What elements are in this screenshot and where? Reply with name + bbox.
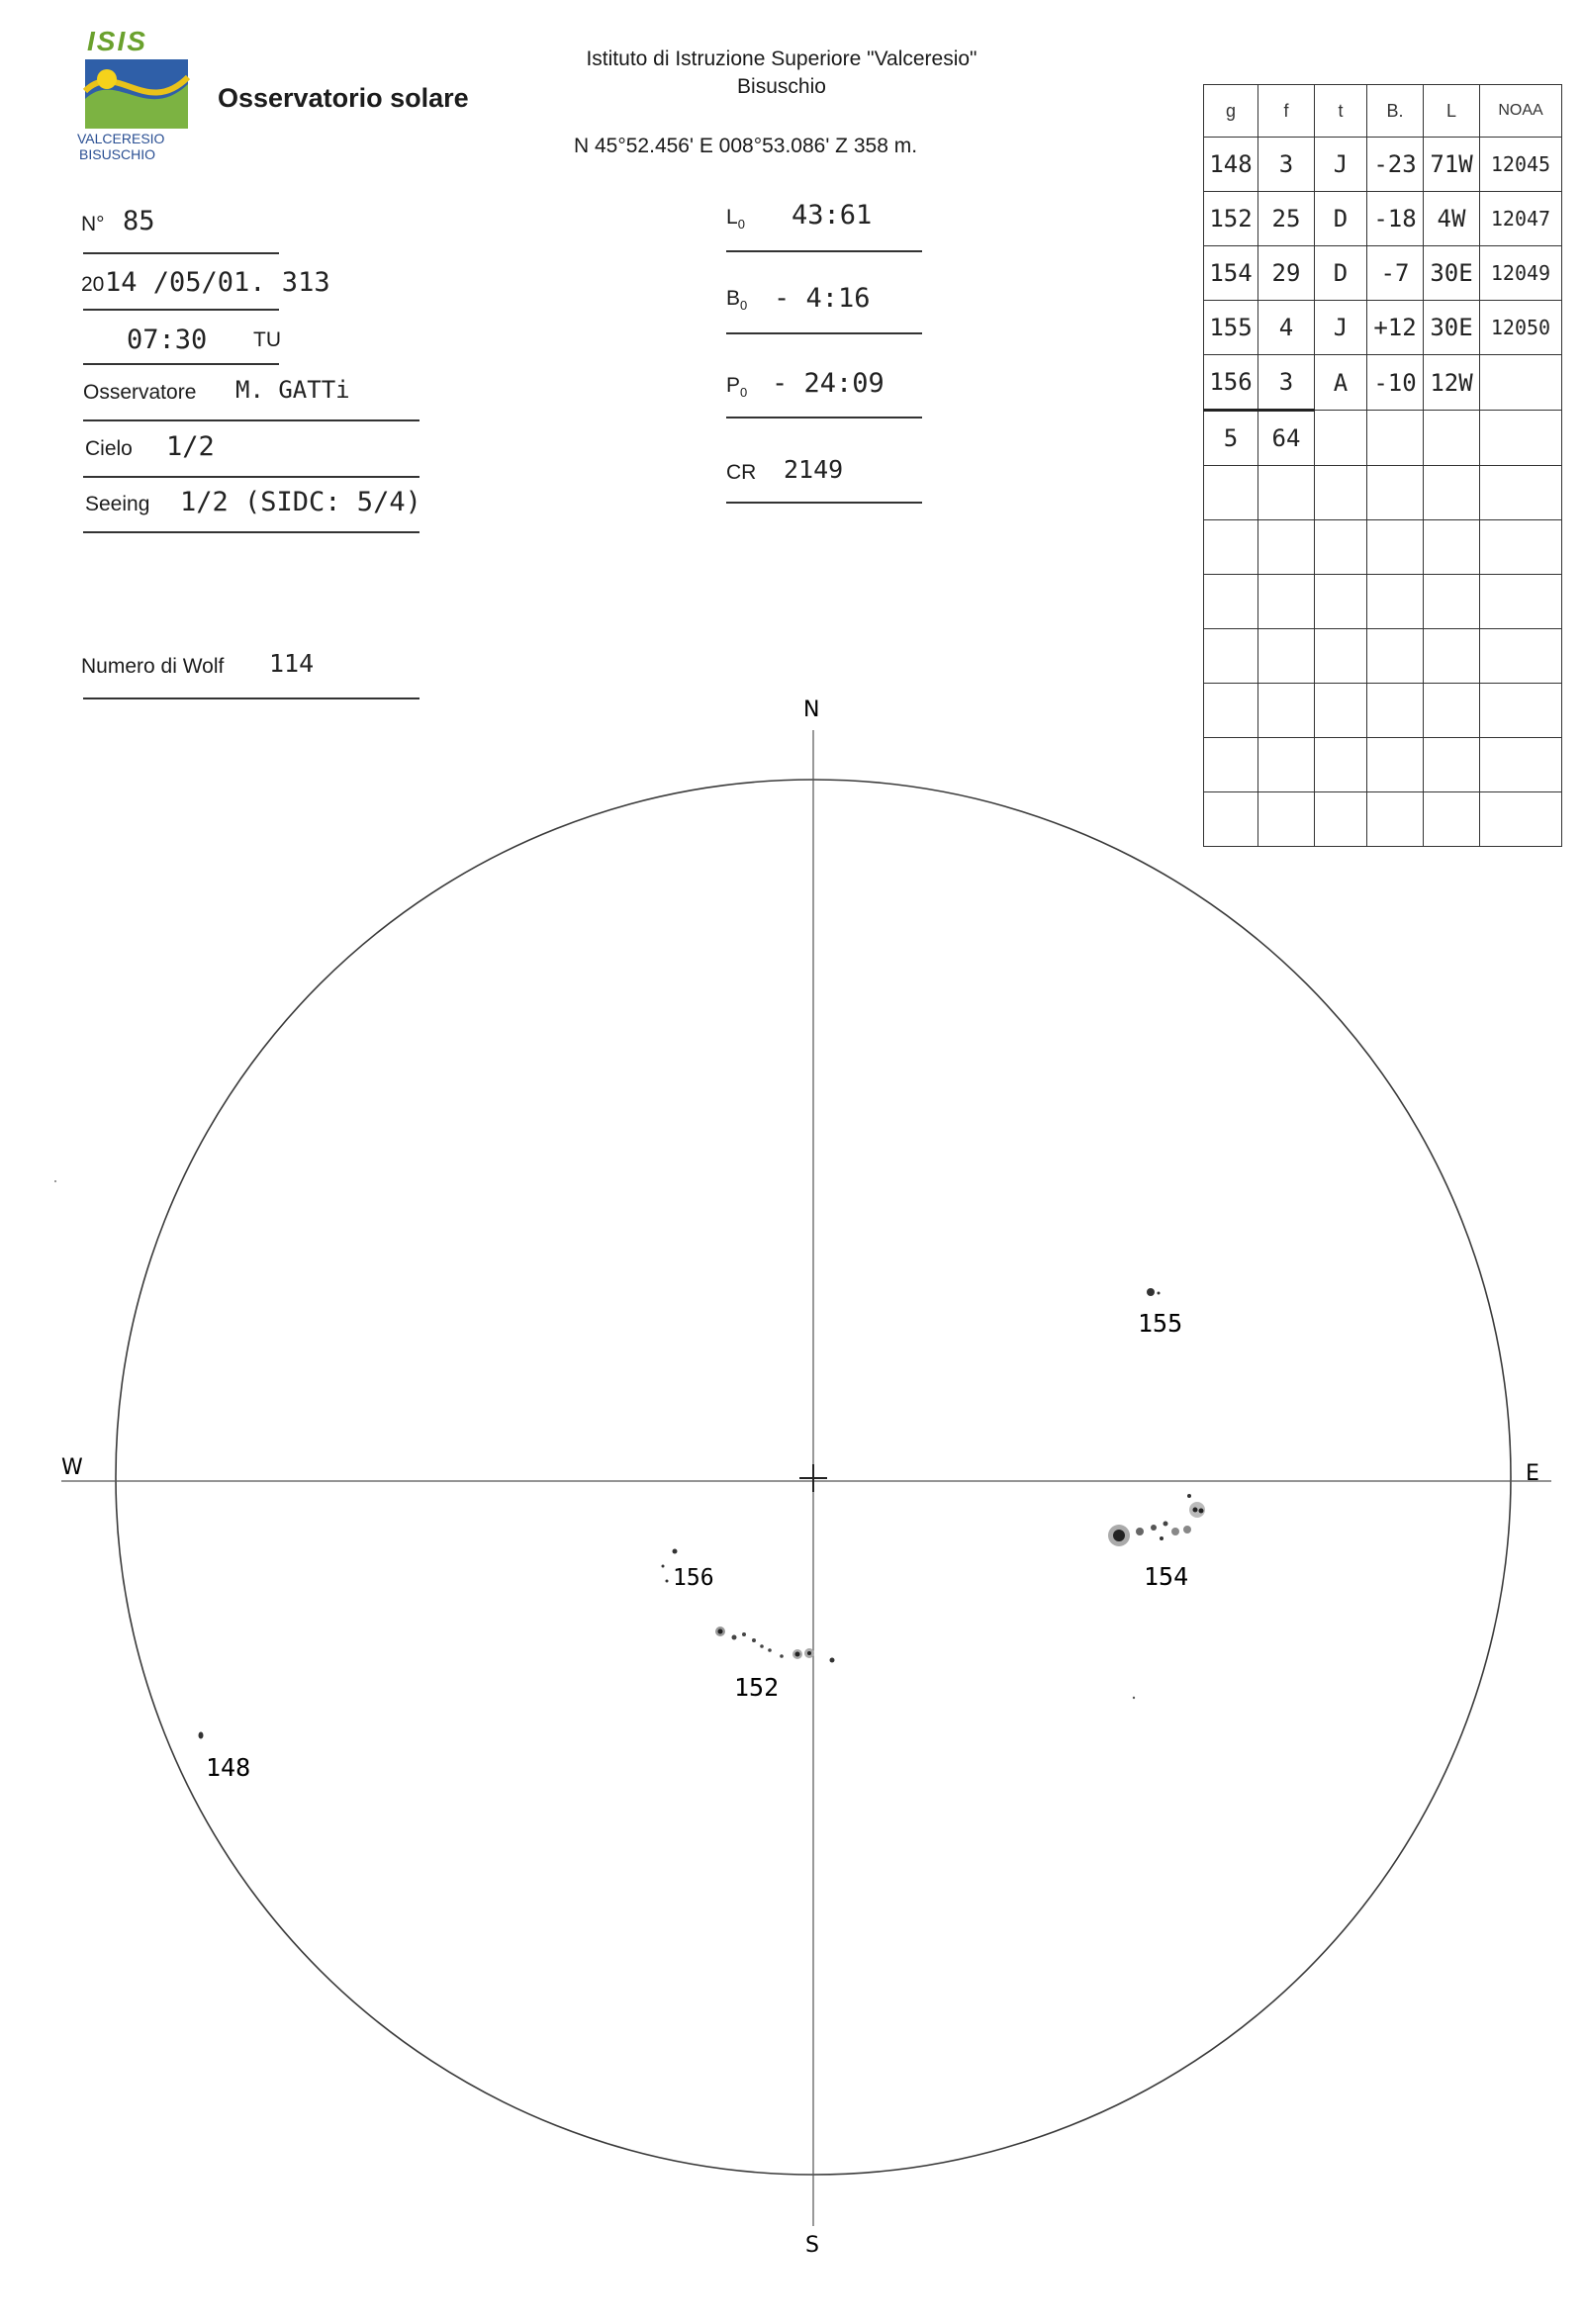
table-cell: 154: [1204, 246, 1258, 301]
header-noaa: NOAA: [1480, 85, 1562, 138]
table-cell: 12047: [1480, 192, 1562, 246]
table-cell: +12: [1367, 301, 1424, 355]
group-label-154: 154: [1144, 1562, 1189, 1591]
sunspot-group-156: [662, 1549, 714, 1592]
sunspot-group-148: [199, 1732, 251, 1783]
logo-text: ISIS: [87, 26, 147, 56]
date-value: 14 /05/01. 313: [105, 267, 330, 298]
table-cell: 30E: [1424, 301, 1480, 355]
time-value: 07:30: [127, 325, 208, 355]
group-label-148: 148: [206, 1753, 251, 1782]
table-cell: 5: [1204, 411, 1258, 466]
observer-value: M. GATTi: [235, 376, 350, 404]
observer-label: Osservatore: [83, 381, 197, 404]
l0-label: $L_0$: [726, 206, 745, 232]
header-t: t: [1315, 85, 1367, 138]
sunspot-group-154: [1108, 1494, 1205, 1591]
table-cell: 71W: [1424, 138, 1480, 192]
time-zone: TU: [253, 328, 281, 351]
group-label-156: 156: [673, 1565, 714, 1591]
header-l: L: [1424, 85, 1480, 138]
page-title: Osservatorio solare: [218, 83, 469, 113]
header-f: f: [1258, 85, 1315, 138]
table-cell: J: [1315, 301, 1367, 355]
table-cell: 12049: [1480, 246, 1562, 301]
logo-subtitle-2: BISUSCHIO: [79, 146, 156, 162]
p0-value: - 24:09: [772, 368, 885, 399]
table-cell: 12050: [1480, 301, 1562, 355]
table-cell: 3: [1258, 355, 1315, 411]
table-cell: 3: [1258, 138, 1315, 192]
b0-label: $B_0$: [726, 287, 748, 314]
table-cell: 155: [1204, 301, 1258, 355]
table-cell: -10: [1367, 355, 1424, 411]
east-label: E: [1526, 1461, 1539, 1486]
number-label: N°: [81, 213, 105, 235]
institute-name: Istituto di Istruzione Superiore "Valceresio": [586, 47, 978, 70]
group-label-155: 155: [1138, 1309, 1183, 1338]
table-cell: 4W: [1424, 192, 1480, 246]
carrington-rotation-label: CR: [726, 461, 757, 484]
table-cell: D: [1315, 246, 1367, 301]
observatory-coordinates: N 45°52.456' E 008°53.086' Z 358 m.: [574, 135, 918, 157]
seeing-value: 1/2 (SIDC: 5/4): [180, 487, 421, 517]
sky-label: Cielo: [85, 437, 133, 460]
header-g: g: [1204, 85, 1258, 138]
wolf-number-value: 114: [269, 649, 315, 678]
carrington-rotation-value: 2149: [784, 455, 844, 484]
sunspot-group-152: [715, 1627, 835, 1702]
p0-label: $P_0$: [726, 374, 748, 401]
west-label: W: [61, 1455, 83, 1480]
table-cell: -23: [1367, 138, 1424, 192]
institute-town: Bisuschio: [737, 75, 826, 98]
table-cell: 148: [1204, 138, 1258, 192]
l0-value: 43:61: [792, 200, 873, 231]
table-cell: 25: [1258, 192, 1315, 246]
table-cell: 152: [1204, 192, 1258, 246]
b0-value: - 4:16: [774, 283, 871, 314]
date-prefix: 20: [81, 273, 105, 296]
south-label: S: [805, 2233, 819, 2258]
number-value: 85: [123, 206, 155, 236]
table-cell: D: [1315, 192, 1367, 246]
table-cell: J: [1315, 138, 1367, 192]
table-cell: -7: [1367, 246, 1424, 301]
table-cell: 156: [1204, 355, 1258, 411]
wolf-number-label: Numero di Wolf: [81, 655, 225, 678]
seeing-label: Seeing: [85, 493, 150, 515]
table-cell: 29: [1258, 246, 1315, 301]
table-cell: -18: [1367, 192, 1424, 246]
table-cell: 64: [1258, 411, 1315, 466]
table-cell: 12045: [1480, 138, 1562, 192]
sky-value: 1/2: [166, 431, 215, 462]
north-label: N: [803, 697, 820, 722]
header-b: B.: [1367, 85, 1424, 138]
logo-subtitle-1: VALCERESIO: [77, 131, 165, 146]
sunspot-group-155: [1138, 1288, 1182, 1338]
table-cell: 12W: [1424, 355, 1480, 411]
group-label-152: 152: [734, 1673, 780, 1702]
table-cell: 30E: [1424, 246, 1480, 301]
table-cell: A: [1315, 355, 1367, 411]
table-cell: 4: [1258, 301, 1315, 355]
